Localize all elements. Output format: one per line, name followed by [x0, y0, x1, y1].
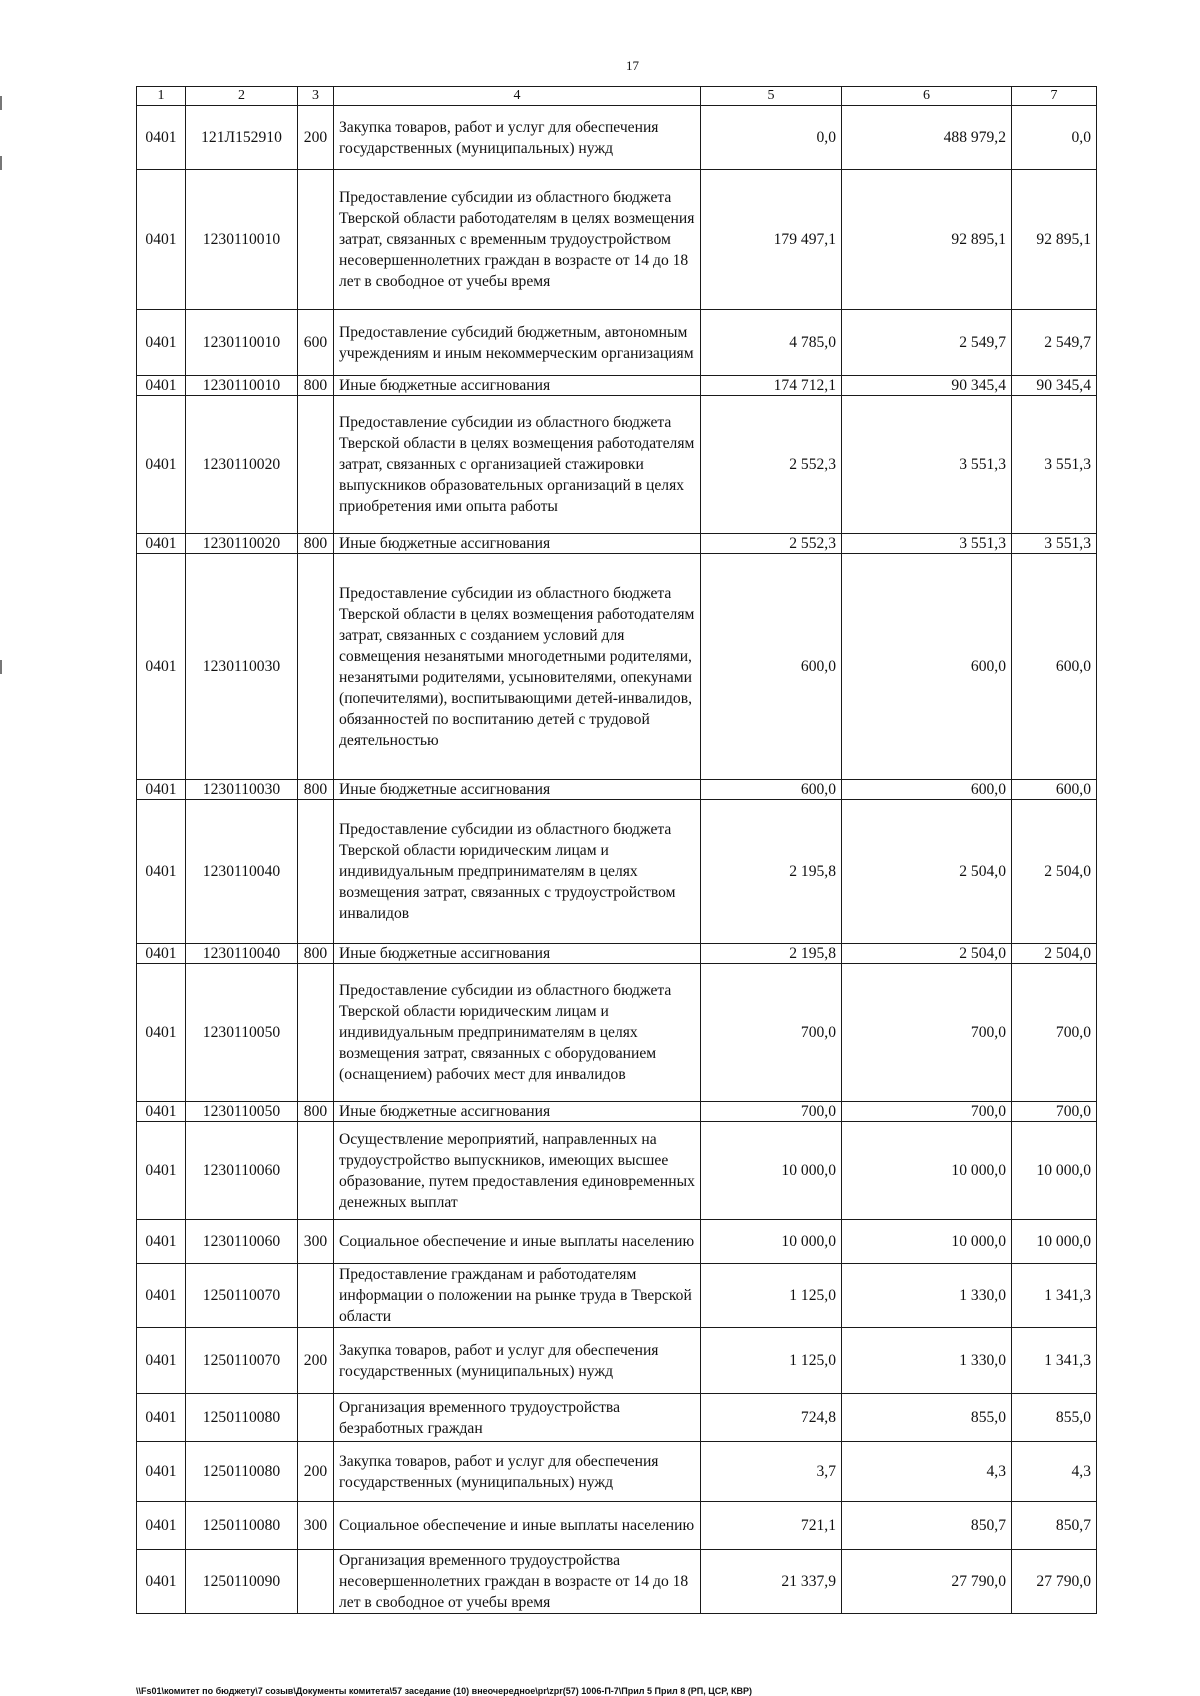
amount-col-6: 600,0 — [842, 554, 1012, 780]
column-header: 4 — [334, 87, 701, 106]
amount-col-5: 600,0 — [701, 780, 842, 800]
item-description: Иные бюджетные ассигнования — [334, 1102, 701, 1122]
section-code: 0401 — [137, 396, 186, 534]
amount-col-6: 90 345,4 — [842, 376, 1012, 396]
section-code: 0401 — [137, 1550, 186, 1614]
column-header: 1 — [137, 87, 186, 106]
expense-type-code: 800 — [298, 1102, 334, 1122]
expense-type-code: 800 — [298, 534, 334, 554]
expense-type-code — [298, 964, 334, 1102]
amount-col-7: 10 000,0 — [1012, 1220, 1097, 1264]
item-description: Предоставление субсидии из областного бюджета Тверской области юридическим лицам и индивидуальным предпринимателям в целях возмещения затрат, связанных с оборудованием (оснащением) рабочих мест для инвалидов — [334, 964, 701, 1102]
amount-col-7: 4,3 — [1012, 1442, 1097, 1502]
amount-col-6: 10 000,0 — [842, 1220, 1012, 1264]
table-row — [137, 1550, 1097, 1614]
expense-type-code — [298, 1550, 334, 1614]
item-description: Иные бюджетные ассигнования — [334, 780, 701, 800]
table-row — [137, 1264, 1097, 1328]
item-description: Предоставление субсидии из областного бюджета Тверской области в целях возмещения работодателям затрат, связанных с созданием условий для совмещения незанятыми многодетными родителями, незанятыми родителями, усыновителями, опекунами (попечителями), воспитывающими детей-инвалидов, обязанностей по воспитанию детей с трудовой деятельностью — [334, 554, 701, 780]
amount-col-6: 700,0 — [842, 1102, 1012, 1122]
target-article-code: 1230110030 — [186, 554, 298, 780]
amount-col-6: 2 549,7 — [842, 310, 1012, 376]
expense-type-code: 300 — [298, 1502, 334, 1550]
amount-col-5: 179 497,1 — [701, 170, 842, 310]
target-article-code: 1230110040 — [186, 800, 298, 944]
expense-type-code — [298, 1122, 334, 1220]
section-code: 0401 — [137, 944, 186, 964]
item-description: Закупка товаров, работ и услуг для обеспечения государственных (муниципальных) нужд — [334, 1442, 701, 1502]
amount-col-5: 174 712,1 — [701, 376, 842, 396]
amount-col-5: 721,1 — [701, 1502, 842, 1550]
amount-col-6: 2 504,0 — [842, 944, 1012, 964]
amount-col-6: 850,7 — [842, 1502, 1012, 1550]
amount-col-7: 1 341,3 — [1012, 1264, 1097, 1328]
target-article-code: 1250110080 — [186, 1394, 298, 1442]
amount-col-7: 92 895,1 — [1012, 170, 1097, 310]
amount-col-6: 3 551,3 — [842, 396, 1012, 534]
target-article-code: 1230110060 — [186, 1220, 298, 1264]
amount-col-5: 2 552,3 — [701, 396, 842, 534]
amount-col-6: 600,0 — [842, 780, 1012, 800]
section-code: 0401 — [137, 376, 186, 396]
amount-col-7: 90 345,4 — [1012, 376, 1097, 396]
table-row — [137, 964, 1097, 1102]
amount-col-5: 2 195,8 — [701, 800, 842, 944]
table-row — [137, 944, 1097, 964]
target-article-code: 1230110040 — [186, 944, 298, 964]
amount-col-7: 2 549,7 — [1012, 310, 1097, 376]
table-row — [137, 1328, 1097, 1394]
target-article-code: 1230110010 — [186, 170, 298, 310]
table-row — [137, 106, 1097, 170]
amount-col-5: 2 552,3 — [701, 534, 842, 554]
scan-edge-mark — [0, 660, 2, 674]
amount-col-7: 2 504,0 — [1012, 944, 1097, 964]
scan-edge-mark — [0, 96, 2, 110]
target-article-code: 1230110020 — [186, 534, 298, 554]
table-row — [137, 1102, 1097, 1122]
section-code: 0401 — [137, 106, 186, 170]
amount-col-7: 2 504,0 — [1012, 800, 1097, 944]
table-row — [137, 554, 1097, 780]
expense-type-code — [298, 1264, 334, 1328]
target-article-code: 1230110050 — [186, 1102, 298, 1122]
table-body — [137, 106, 1097, 1614]
expense-type-code: 800 — [298, 376, 334, 396]
table-row — [137, 396, 1097, 534]
amount-col-5: 2 195,8 — [701, 944, 842, 964]
table-row — [137, 170, 1097, 310]
amount-col-6: 10 000,0 — [842, 1122, 1012, 1220]
item-description: Предоставление гражданам и работодателям информации о положении на рынке труда в Тверской области — [334, 1264, 701, 1328]
table-row — [137, 310, 1097, 376]
item-description: Организация временного трудоустройства несовершеннолетних граждан в возрасте от 14 до 18 лет в свободное от учебы время — [334, 1550, 701, 1614]
amount-col-6: 855,0 — [842, 1394, 1012, 1442]
table-row — [137, 1220, 1097, 1264]
column-header: 6 — [842, 87, 1012, 106]
item-description: Предоставление субсидии из областного бюджета Тверской области юридическим лицам и индивидуальным предпринимателям в целях возмещения затрат, связанных с трудоустройством инвалидов — [334, 800, 701, 944]
expense-type-code — [298, 1394, 334, 1442]
item-description: Иные бюджетные ассигнования — [334, 534, 701, 554]
target-article-code: 1230110010 — [186, 310, 298, 376]
scan-edge-mark — [0, 156, 2, 170]
target-article-code: 1250110070 — [186, 1328, 298, 1394]
section-code: 0401 — [137, 1264, 186, 1328]
amount-col-7: 855,0 — [1012, 1394, 1097, 1442]
table-row — [137, 780, 1097, 800]
table-row — [137, 1122, 1097, 1220]
amount-col-7: 10 000,0 — [1012, 1122, 1097, 1220]
amount-col-6: 488 979,2 — [842, 106, 1012, 170]
expense-type-code — [298, 396, 334, 534]
section-code: 0401 — [137, 780, 186, 800]
item-description: Предоставление субсидии из областного бюджета Тверской области работодателям в целях возмещения затрат, связанных с временным трудоустройством несовершеннолетних граждан в возрасте от 14 до 18 лет в свободное от учебы время — [334, 170, 701, 310]
item-description: Социальное обеспечение и иные выплаты населению — [334, 1502, 701, 1550]
amount-col-5: 3,7 — [701, 1442, 842, 1502]
amount-col-5: 4 785,0 — [701, 310, 842, 376]
item-description: Предоставление субсидий бюджетным, автономным учреждениям и иным некоммерческим организациям — [334, 310, 701, 376]
amount-col-7: 27 790,0 — [1012, 1550, 1097, 1614]
expense-type-code: 600 — [298, 310, 334, 376]
expense-type-code: 200 — [298, 1442, 334, 1502]
item-description: Иные бюджетные ассигнования — [334, 376, 701, 396]
amount-col-6: 1 330,0 — [842, 1328, 1012, 1394]
column-header: 3 — [298, 87, 334, 106]
item-description: Закупка товаров, работ и услуг для обеспечения государственных (муниципальных) нужд — [334, 1328, 701, 1394]
column-number-row — [137, 87, 1097, 106]
column-header: 7 — [1012, 87, 1097, 106]
amount-col-5: 724,8 — [701, 1394, 842, 1442]
expense-type-code — [298, 800, 334, 944]
amount-col-5: 1 125,0 — [701, 1328, 842, 1394]
amount-col-7: 600,0 — [1012, 780, 1097, 800]
section-code: 0401 — [137, 1502, 186, 1550]
target-article-code: 121Л152910 — [186, 106, 298, 170]
expense-type-code — [298, 170, 334, 310]
item-description: Организация временного трудоустройства безработных граждан — [334, 1394, 701, 1442]
table-row — [137, 534, 1097, 554]
target-article-code: 1230110020 — [186, 396, 298, 534]
target-article-code: 1250110080 — [186, 1502, 298, 1550]
amount-col-7: 3 551,3 — [1012, 396, 1097, 534]
budget-table — [136, 86, 1097, 1614]
expense-type-code: 200 — [298, 1328, 334, 1394]
item-description: Иные бюджетные ассигнования — [334, 944, 701, 964]
amount-col-5: 600,0 — [701, 554, 842, 780]
amount-col-5: 700,0 — [701, 964, 842, 1102]
target-article-code: 1250110090 — [186, 1550, 298, 1614]
amount-col-7: 1 341,3 — [1012, 1328, 1097, 1394]
amount-col-6: 700,0 — [842, 964, 1012, 1102]
expense-type-code — [298, 554, 334, 780]
table-row — [137, 1502, 1097, 1550]
amount-col-5: 10 000,0 — [701, 1220, 842, 1264]
section-code: 0401 — [137, 800, 186, 944]
target-article-code: 1230110050 — [186, 964, 298, 1102]
amount-col-6: 1 330,0 — [842, 1264, 1012, 1328]
target-article-code: 1250110080 — [186, 1442, 298, 1502]
amount-col-7: 850,7 — [1012, 1502, 1097, 1550]
item-description: Социальное обеспечение и иные выплаты населению — [334, 1220, 701, 1264]
table-row — [137, 1394, 1097, 1442]
item-description: Осуществление мероприятий, направленных на трудоустройство выпускников, имеющих высшее образование, путем предоставления единовременных денежных выплат — [334, 1122, 701, 1220]
amount-col-5: 10 000,0 — [701, 1122, 842, 1220]
amount-col-7: 600,0 — [1012, 554, 1097, 780]
column-header: 2 — [186, 87, 298, 106]
amount-col-7: 0,0 — [1012, 106, 1097, 170]
target-article-code: 1230110060 — [186, 1122, 298, 1220]
section-code: 0401 — [137, 1122, 186, 1220]
section-code: 0401 — [137, 964, 186, 1102]
document-file-path: \\Fs01\комитет по бюджету\7 созыв\Документы комитета\57 заседание (10) внеочередное\pr\zpr(57) 1006-П-7\Прил 5 Прил 8 (РП, ЦСР, КВР) — [136, 1686, 753, 1696]
expense-type-code: 200 — [298, 106, 334, 170]
target-article-code: 1230110010 — [186, 376, 298, 396]
target-article-code: 1230110030 — [186, 780, 298, 800]
expense-type-code: 800 — [298, 944, 334, 964]
table-row — [137, 1442, 1097, 1502]
page-number: 17 — [626, 58, 639, 73]
amount-col-6: 2 504,0 — [842, 800, 1012, 944]
amount-col-6: 92 895,1 — [842, 170, 1012, 310]
amount-col-5: 0,0 — [701, 106, 842, 170]
expense-type-code: 300 — [298, 1220, 334, 1264]
amount-col-6: 27 790,0 — [842, 1550, 1012, 1614]
column-header: 5 — [701, 87, 842, 106]
section-code: 0401 — [137, 1328, 186, 1394]
amount-col-6: 3 551,3 — [842, 534, 1012, 554]
amount-col-6: 4,3 — [842, 1442, 1012, 1502]
section-code: 0401 — [137, 310, 186, 376]
amount-col-7: 3 551,3 — [1012, 534, 1097, 554]
amount-col-5: 1 125,0 — [701, 1264, 842, 1328]
section-code: 0401 — [137, 1102, 186, 1122]
section-code: 0401 — [137, 554, 186, 780]
amount-col-7: 700,0 — [1012, 964, 1097, 1102]
amount-col-7: 700,0 — [1012, 1102, 1097, 1122]
target-article-code: 1250110070 — [186, 1264, 298, 1328]
section-code: 0401 — [137, 1442, 186, 1502]
table-row — [137, 800, 1097, 944]
item-description: Предоставление субсидии из областного бюджета Тверской области в целях возмещения работодателям затрат, связанных с организацией стажировки выпускников образовательных организаций в целях приобретения ими опыта работы — [334, 396, 701, 534]
section-code: 0401 — [137, 170, 186, 310]
amount-col-5: 700,0 — [701, 1102, 842, 1122]
table-row — [137, 376, 1097, 396]
amount-col-5: 21 337,9 — [701, 1550, 842, 1614]
section-code: 0401 — [137, 534, 186, 554]
section-code: 0401 — [137, 1394, 186, 1442]
item-description: Закупка товаров, работ и услуг для обеспечения государственных (муниципальных) нужд — [334, 106, 701, 170]
section-code: 0401 — [137, 1220, 186, 1264]
expense-type-code: 800 — [298, 780, 334, 800]
